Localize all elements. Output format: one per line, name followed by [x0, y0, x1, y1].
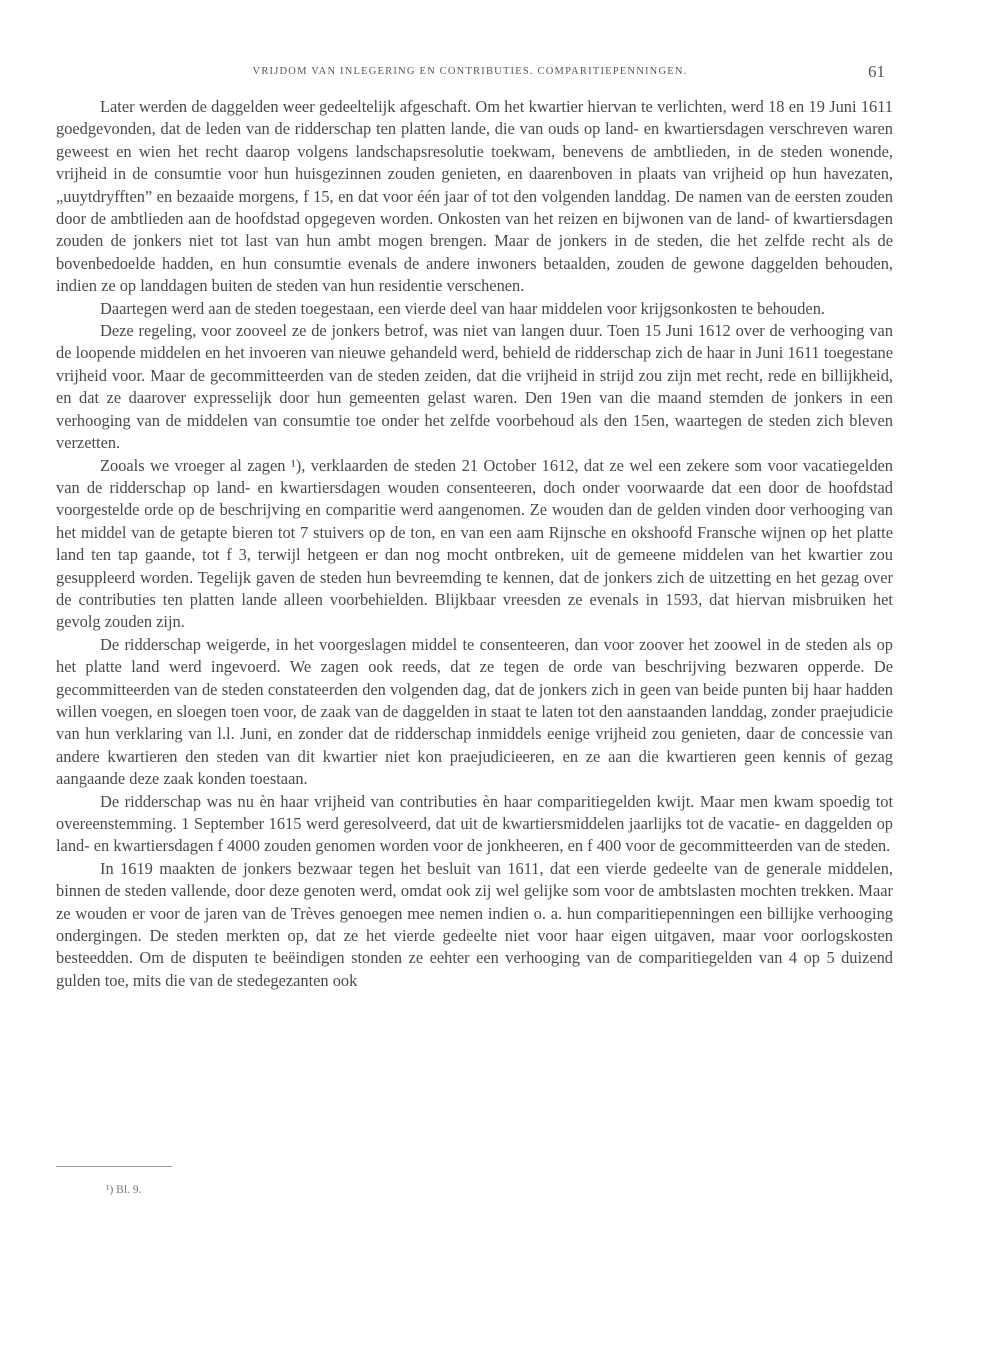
paragraph: In 1619 maakten de jonkers bezwaar tegen het besluit van 1611, dat een vierde gedeelte van de generale middelen, binnen de steden vallende, door deze genoten werd, omdat ook zij wel gelijke som voor de ambtslasten mochten trekken. Maar ze wouden er voor de jaren van de Trèves genoegen mee nemen indien o. a. hun comparitiepenningen een billijke verhooging ondergingen. De steden merkten op, dat ze het vierde gedeelte niet voor haar eigen uitgaven, maar voor oorlogskosten besteedden. Om de disputen te beëindigen stonden ze eehter een verhooging van de comparitiegelden van 4 op 5 duizend gulden toe, mits die van de stedegezanten ook	[56, 858, 893, 990]
page-number: 61	[868, 62, 885, 81]
body-text	[56, 96, 893, 992]
running-title: VRIJDOM VAN INLEGERING EN CONTRIBUTIES. COMPARITIEPENNINGEN.	[252, 66, 688, 77]
paragraph: De ridderschap was nu èn haar vrijheid van contributies èn haar comparitiegelden kwijt. Maar men kwam spoedig tot overeenstemming. 1 September 1615 werd geresolveerd, dat uit de kwartiersmiddelen jaarlijks tot de vacatie- en daggelden op land- en kwartiersdagen f 4000 zouden genomen worden voor de jonkheeren, en f 400 voor de gecommitteerden van de steden.	[56, 791, 893, 856]
footnote-divider	[56, 1166, 172, 1167]
paragraph: Daartegen werd aan de steden toegestaan, een vierde deel van haar middelen voor krijgsonkosten te behouden.	[100, 298, 825, 318]
paragraph: Later werden de daggelden weer gedeeltelijk afgeschaft. Om het kwartier hiervan te verlichten, werd 18 en 19 Juni 1611 goedgevonden, dat de leden van de ridderschap ten platten lande, die van ouds op land- en kwartiersdagen verschreven waren geweest en wien het recht daarop volgens landschapsresolutie toekwam, benevens de ambtlieden, in de steden wonende, vrijheid in de consumtie voor hun huisgezinnen zouden genieten, en daarenboven in plaats van vrijheid op hun havezaten, „uuytdryfften” en bezaaide morgens, f 15, en dat voor één jaar of tot den volgenden landdag. De namen van de eersten zouden door de ambtlieden aan de hoofdstad opgegeven worden. Onkosten van het reizen en bijwonen van de land- of kwartiersdagen zouden de jonkers niet tot last van hun ambt mogen brengen. Maar de jonkers in de steden, die het zelfde recht als de bovenbedoelde hadden, en hun consumtie evenals de andere inwoners betaalden, zouden de gewone daggelden behouden, indien ze op landdagen buiten de steden van hun residentie verschenen.	[56, 97, 893, 296]
paragraph: Deze regeling, voor zooveel ze de jonkers betrof, was niet van langen duur. Toen 15 Juni 1612 over de verhooging van de loopende middelen en het invoeren van nieuwe gehandeld werd, behield de ridderschap zich de haar in Juni 1611 toegestane vrijheid voor. Maar de gecommitteerden van de steden zeiden, dat die vrijheid in strijd zou zijn met recht, rede en billijkheid, en dat ze daarover expresselijk door hun gemeenten gelast waren. Den 19en van die maand stemden de jonkers in een verhooging van de middelen van consumtie toe onder het zelfde voorbehoud als den 15en, waartegen de steden zich bleven verzetten.	[56, 321, 893, 453]
paragraph: De ridderschap weigerde, in het voorgeslagen middel te consenteeren, dan voor zoover het zoowel in de steden als op het platte land werd ingevoerd. We zagen ook reeds, dat ze tegen de orde van beschrijving bezwaren opperde. De gecommitteerden van de steden constateerden den volgenden dag, dat de jonkers zich in geen van beide punten bij haar hadden willen voegen, en sloegen toen voor, de zaak van de daggelden in staat te laten tot den aanstaanden landdag, zonder praejudicie van hun verklaring van l.l. Juni, en zonder dat de ridderschap inmiddels eenige vrijheid zou genieten, daar de concessie van andere kwartieren den steden van dit kwartier niet kon praejudicieeren, en ze aan die kwartieren geen kennis of gezag aangaande deze zaak konden toestaan.	[56, 634, 893, 789]
footnote: ¹) Bl. 9.	[106, 1184, 142, 1196]
paragraph: Zooals we vroeger al zagen ¹), verklaarden de steden 21 October 1612, dat ze wel een zekere som voor vacatiegelden van de ridderschap op land- en kwartiersdagen wouden consenteeren, doch onder voorwaarde dat een door de hoofdstad voorgestelde orde op de beschrijving en comparitie werd aangenomen. Ze wouden dan de gelden vinden door verhooging van het middel van de getapte bieren tot 7 stuivers op de ton, en van een aam Rijnsche en okshoofd Fransche wijnen op het platte land ten tap gaande, tot f 3, terwijl hetgeen er dan nog mocht ontbreken, uit de gemeene middelen van het kwartier zou gesuppleerd worden. Tegelijk gaven de steden hun bevreemding te kennen, dat de jonkers zich de uitzetting en het gezag over de contributies ten platten lande alleen voorbehielden. Blijkbaar vreesden ze evenals in 1593, dat hiervan misbruiken het gevolg zouden zijn.	[56, 455, 893, 632]
